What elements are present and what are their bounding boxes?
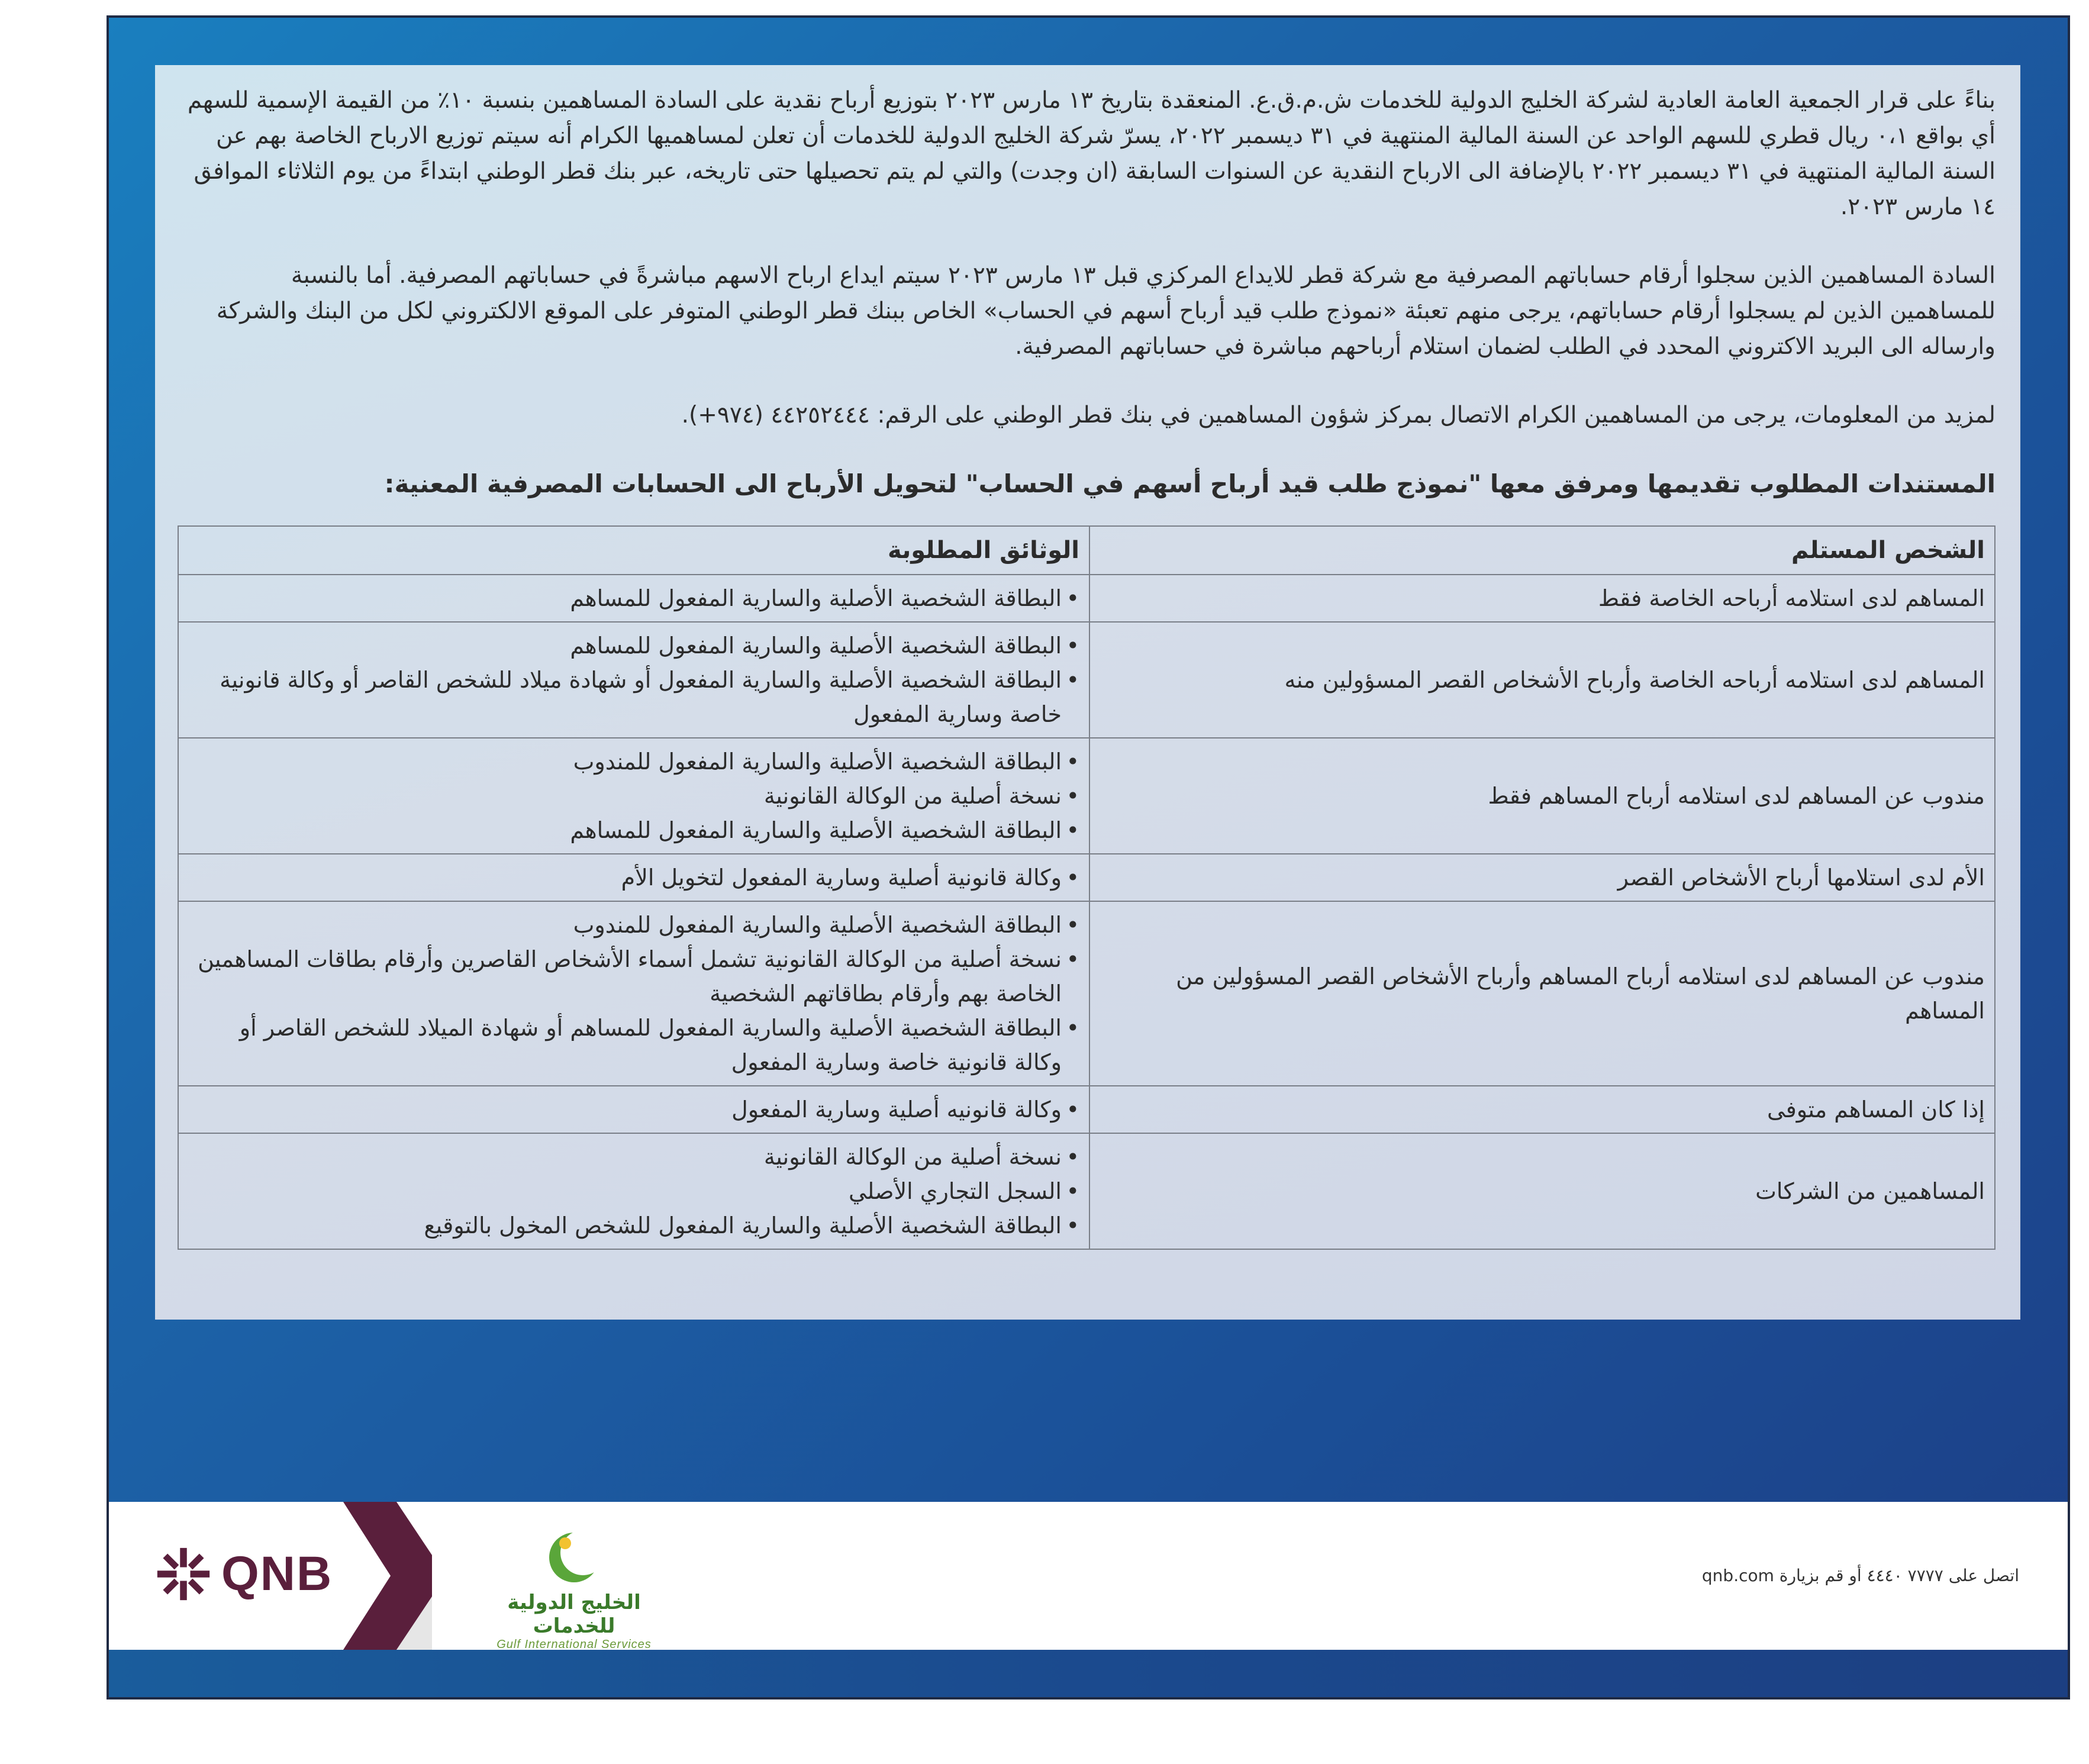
qnb-chevron-graphic	[343, 1502, 432, 1650]
gis-crescent-icon	[541, 1527, 607, 1586]
gis-logo-arabic: الخليج الدولية للخدمات	[507, 1591, 641, 1638]
table-header-row	[178, 526, 1995, 575]
column-header-documents: الوثائق المطلوبة	[178, 526, 1089, 575]
documents-cell	[178, 854, 1089, 901]
document-item: • نسخة أصلية من الوكالة القانونية	[188, 779, 1079, 813]
document-item: • البطاقة الشخصية الأصلية والسارية المفعول أو شهادة ميلاد للشخص القاصر أو وكالة قانونية خاصة وسارية المفعول	[188, 663, 1079, 731]
documents-cell	[178, 901, 1089, 1086]
qnb-wordmark: QNB	[221, 1547, 333, 1601]
qnb-logo	[155, 1539, 333, 1610]
table-row	[178, 1133, 1995, 1249]
contact-text: اتصل على ٧٧٧٧ ٤٤٤٠ أو قم بزيارة qnb.com	[1701, 1566, 2019, 1585]
announcement-paragraph-2: السادة المساهمين الذين سجلوا أرقام حساباتهم المصرفية مع شركة قطر للايداع المركزي قبل ١٣ مارس ٢٠٢٣ سيتم ايداع ارباح الاسهم مباشرةً في حساباتهم المصرفية. أما بالنسبة للمساهمين الذين لم يسجلوا أرقام حساباتهم، يرجى منهم تعبئة «نموذج طلب قيد أرباح أسهم في الحساب» الخاص ببنك قطر الوطني المتوفر على الموقع الالكتروني لكل من البنك والشركة وارساله الى البريد الاكتروني المحدد في الطلب لضمان استلام أرباحهم مباشرة في حساباتهم المصرفية.	[216, 262, 1995, 360]
document-item: • وكالة قانونيه أصلية وسارية المفعول	[188, 1092, 1079, 1127]
documents-cell	[178, 738, 1089, 854]
recipient-cell: المساهم لدى استلامه أرباحه الخاصة فقط	[1089, 575, 1995, 622]
recipient-cell: إذا كان المساهم متوفى	[1089, 1086, 1995, 1133]
footer-stripe	[109, 1650, 2068, 1697]
announcement-panel	[155, 65, 2020, 1320]
document-item: • البطاقة الشخصية الأصلية والسارية المفعول للمساهم	[188, 628, 1079, 663]
documents-cell	[178, 1086, 1089, 1133]
announcement-paragraph-3: لمزيد من المعلومات، يرجى من المساهمين الكرام الاتصال بمركز شؤون المساهمين في بنك قطر الوطني على الرقم: ٤٤٢٥٢٤٤٤ (٩٧٤+).	[681, 402, 1995, 428]
documents-cell	[178, 575, 1089, 622]
table-row	[178, 622, 1995, 738]
documents-cell	[178, 1133, 1089, 1249]
table-row	[178, 738, 1995, 854]
table-row	[178, 901, 1995, 1086]
document-item: • البطاقة الشخصية الأصلية والسارية المفعول للمندوب	[188, 908, 1079, 942]
document-item: • البطاقة الشخصية الأصلية والسارية المفعول للمساهم	[188, 813, 1079, 847]
gis-logo	[473, 1527, 675, 1651]
recipient-cell: مندوب عن المساهم لدى استلامه أرباح المساهم فقط	[1089, 738, 1995, 854]
announcement-paragraph-1: بناءً على قرار الجمعية العامة العادية لشركة الخليج الدولية للخدمات ش.م.ق.ع. المنعقدة بتاريخ ١٣ مارس ٢٠٢٣ بتوزيع أرباح نقدية على السادة المساهمين بنسبة ١٠٪ من القيمة الإسمية للسهم أي بواقع ٠،١ ريال قطري للسهم الواحد عن السنة المالية المنتهية في ٣١ ديسمبر ٢٠٢٢، يسرّ شركة الخليج الدولية للخدمات أن تعلن لمساهميها الكرام أنه سيتم توزيع الارباح الخاصة بهم عن السنة المالية المنتهية في ٣١ ديسمبر ٢٠٢٢ بالإضافة الى الارباح النقدية عن السنوات السابقة (ان وجدت) والتي لم يتم تحصيلها حتى تاريخه، عبر بنك قطر الوطني ابتداءً من يوم الثلاثاء الموافق ١٤ مارس ٢٠٢٣.	[187, 87, 1995, 220]
recipient-cell: الأم لدى استلامها أرباح الأشخاص القصر	[1089, 854, 1995, 901]
table-row	[178, 575, 1995, 622]
document-item: • وكالة قانونية أصلية وسارية المفعول لتخويل الأم	[188, 860, 1079, 895]
gis-logo-english: Gulf International Services	[497, 1638, 652, 1651]
document-item: • السجل التجاري الأصلي	[188, 1174, 1079, 1208]
document-item: • البطاقة الشخصية الأصلية والسارية المفعول للمندوب	[188, 744, 1079, 779]
recipient-cell: مندوب عن المساهم لدى استلامه أرباح المساهم وأرباح الأشخاص القصر المسؤولين من المساهم	[1089, 901, 1995, 1086]
recipient-cell: المساهمين من الشركات	[1089, 1133, 1995, 1249]
document-item: • البطاقة الشخصية الأصلية والسارية المفعول للمساهم	[188, 581, 1079, 615]
table-row	[178, 854, 1995, 901]
document-item: • نسخة أصلية من الوكالة القانونية	[188, 1140, 1079, 1174]
documents-heading: المستندات المطلوب تقديمها ومرفق معها "نموذج طلب قيد أرباح أسهم في الحساب" لتحويل الأرباح الى الحسابات المصرفية المعنية:	[384, 469, 1995, 498]
document-item: • البطاقة الشخصية الأصلية والسارية المفعول للمساهم أو شهادة الميلاد للشخص القاصر أو وكالة قانونية خاصة وسارية المفعول	[188, 1011, 1079, 1079]
recipient-cell: المساهم لدى استلامه أرباحه الخاصة وأرباح الأشخاص القصر المسؤولين منه	[1089, 622, 1995, 738]
documents-cell	[178, 622, 1089, 738]
document-item: • نسخة أصلية من الوكالة القانونية تشمل أسماء الأشخاص القاصرين وأرقام بطاقات المساهمين الخاصة بهم وأرقام بطاقاتهم الشخصية	[188, 942, 1079, 1011]
column-header-recipient: الشخص المستلم	[1089, 526, 1995, 575]
qnb-star-icon	[155, 1546, 212, 1602]
table-row	[178, 1086, 1995, 1133]
documents-table	[178, 525, 1995, 1250]
document-item: • البطاقة الشخصية الأصلية والسارية المفعول للشخص المخول بالتوقيع	[188, 1208, 1079, 1243]
